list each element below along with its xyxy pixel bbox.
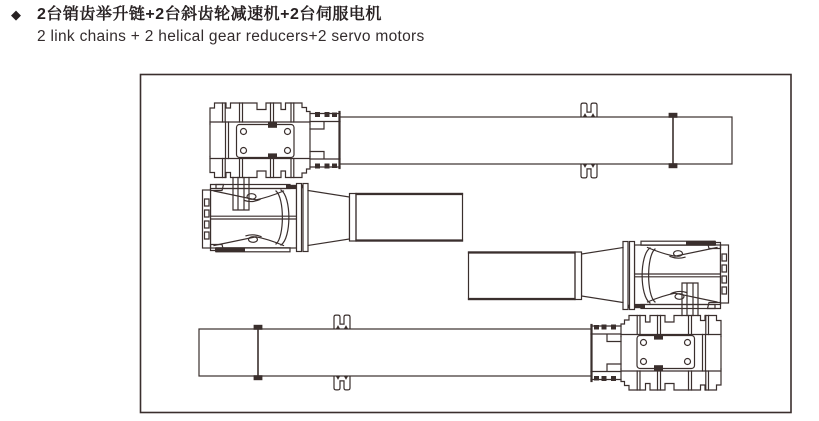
title-english: 2 link chains + 2 helical gear reducers+2 servo motors [37,28,425,45]
bottom-assembly [199,241,729,390]
bullet-icon: ◆ [11,7,21,22]
top-assembly [203,103,733,252]
title-chinese: 2台销齿举升链+2台斜齿轮减速机+2台伺服电机 [37,6,382,23]
